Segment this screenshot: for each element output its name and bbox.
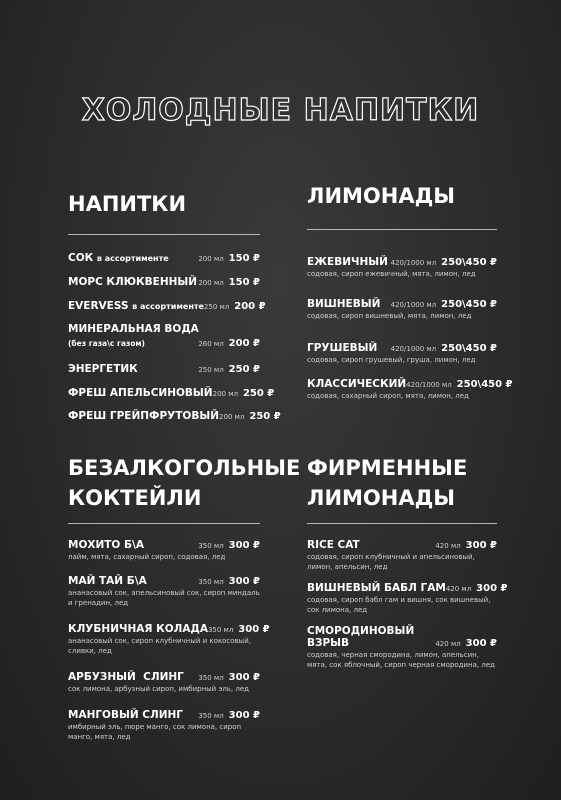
item-name: ВИШНЕВЫЙ БАБЛ ГАМ [307, 582, 446, 594]
item-name-line2: ВЗРЫВ [307, 637, 350, 649]
item-volume: 250 мл [203, 303, 230, 311]
item-name: ГРУШЕВЫЙ [307, 342, 378, 354]
item-name: ФРЕШ АПЕЛЬСИНОВЫЙ [68, 387, 213, 399]
section-divider [68, 523, 260, 524]
item-description: ананасовый сок, сироп клубничный и кокосовый, сливки, лед [68, 637, 251, 655]
item-volume: 250 мл [198, 366, 224, 374]
item-name: МОРС КЛЮКВЕННЫЙ [68, 276, 198, 288]
item-description: содовая, сироп бабл гам и вишня, сок вишневый, сок лимона, лед [307, 596, 491, 614]
item-description: сок лимона, арбузный сироп, имбирный эль, лед [68, 685, 249, 693]
section-divider [307, 523, 497, 524]
item-volume: 420/1000 мл [406, 381, 452, 389]
menu-item-pear [307, 342, 497, 365]
item-description: содовая, черная смородина, лимон, апельсин, мята, сок яблочный, сироп черная смородина, лед [307, 651, 495, 669]
section-divider [68, 234, 260, 235]
item-volume: 350 мл [198, 542, 224, 550]
item-volume: 200 мл [219, 413, 245, 421]
section-title-signature-line1: ФИРМЕННЫЕ [307, 456, 468, 480]
item-price: 150 ₽ [228, 277, 260, 288]
item-price: 300 ₽ [465, 540, 497, 551]
item-name: ФРЕШ ГРЕЙПФРУТОВЫЙ [68, 410, 220, 422]
item-volume: 420/1000 мл [390, 345, 437, 353]
section-title-drinks: НАПИТКИ [68, 192, 187, 216]
item-description: содовая, сироп вишневый, мята, лимон, лед [307, 312, 472, 320]
item-price: 300 ₽ [228, 672, 260, 683]
item-price: 250 ₽ [249, 411, 281, 422]
menu-item-evervess [68, 300, 266, 312]
item-description: содовая, сироп грушевый, груша, лимон, лед [307, 356, 476, 364]
item-volume: 420 мл [445, 585, 472, 593]
item-description: содовая, сироп клубничный и апельсиновый, лимон, апельсин, лед [307, 553, 475, 571]
item-price: 250\450 ₽ [441, 257, 497, 268]
item-volume: 420/1000 мл [390, 301, 437, 309]
item-name: КЛАССИЧЕСКИЙ [307, 378, 407, 390]
item-price: 250 ₽ [228, 364, 260, 375]
section-title-lemonades: ЛИМОНАДЫ [307, 184, 456, 208]
item-name: МОХИТО Б\А [68, 539, 144, 551]
menu-item-mai-tai [68, 575, 260, 608]
menu-item-energy [68, 363, 260, 375]
item-note: в ассортименте [132, 302, 204, 311]
item-name: МИНЕРАЛЬНАЯ ВОДА [68, 323, 199, 335]
item-name: RICE CAT [307, 539, 360, 551]
item-name: ЕЖЕВИЧНЫЙ [307, 256, 388, 268]
item-price: 300 ₽ [238, 624, 270, 635]
item-description: лайм, мята, сахарный сироп, содовая, лед [68, 553, 226, 561]
menu-item-mors [68, 276, 260, 288]
item-volume: 200 мл [198, 279, 224, 287]
menu-item-blackberry [307, 256, 497, 279]
item-description: имбирный эль, пюре манго, сок лимона, сироп манго, мята, лед [68, 723, 242, 741]
item-name: EVERVESS [68, 300, 129, 312]
item-price: 200 ₽ [228, 338, 260, 349]
item-name: СМОРОДИНОВЫЙ [307, 625, 415, 637]
menu-item-rice-cat [307, 539, 497, 572]
item-name: МАЙ ТАЙ Б\А [68, 575, 147, 587]
item-price: 250\450 ₽ [456, 379, 513, 390]
item-price: 300 ₽ [228, 576, 260, 587]
item-price: 150 ₽ [228, 253, 260, 264]
item-description: содовая, сахарный сироп, мята, лимон, лед [307, 392, 469, 400]
item-volume: 200 мл [212, 390, 238, 398]
item-volume: 420/1000 мл [390, 259, 437, 267]
menu-item-grapefruit-fresh [68, 410, 281, 422]
menu-item-mango-sling [68, 709, 260, 742]
section-title-cocktails-line1: БЕЗАЛКОГОЛЬНЫЕ [68, 456, 301, 480]
item-volume: 420 мл [435, 640, 461, 648]
section-cocktails [68, 453, 301, 748]
item-volume: 350 мл [198, 674, 224, 682]
menu-item-strawberry-colada [68, 623, 270, 656]
section-drinks [68, 189, 281, 429]
item-volume: 200 мл [198, 255, 224, 263]
menu-item-juice [68, 252, 260, 264]
item-name: МАНГОВЫЙ СЛИНГ [68, 709, 183, 721]
menu-item-mojito [68, 539, 260, 562]
section-title-signature-line2: ЛИМОНАДЫ [307, 486, 456, 510]
page-title: ХОЛОДНЫЕ НАПИТКИ [81, 93, 480, 128]
item-volume: 350 мл [198, 712, 224, 720]
item-note: в ассортименте [96, 254, 169, 263]
item-volume: 350 мл [198, 578, 224, 586]
section-divider [307, 229, 497, 230]
menu-item-currant-blast [307, 625, 497, 670]
menu-item-mineral-water [68, 323, 260, 349]
item-name: СОК [68, 252, 94, 264]
item-name: КЛУБНИЧНАЯ КОЛАДА [68, 623, 208, 635]
item-name: ЭНЕРГЕТИК [68, 363, 138, 375]
item-volume: 260 мл [198, 340, 224, 348]
item-price: 250\450 ₽ [441, 343, 497, 354]
item-price: 250\450 ₽ [441, 299, 497, 310]
item-price: 200 ₽ [234, 301, 266, 312]
item-note: (без газа\с газом) [68, 339, 145, 348]
item-price: 300 ₽ [228, 710, 260, 721]
item-name: АРБУЗНЫЙ СЛИНГ [68, 671, 184, 683]
item-name: ВИШНЕВЫЙ [307, 298, 381, 310]
section-title-cocktails-line2: КОКТЕЙЛИ [68, 486, 202, 510]
menu-item-orange-fresh [68, 387, 275, 399]
item-volume: 350 мл [207, 626, 234, 634]
menu-item-watermelon-sling [68, 671, 260, 694]
menu-item-cherry-bubble-gum [307, 582, 508, 615]
item-price: 250 ₽ [242, 388, 275, 399]
item-price: 300 ₽ [228, 540, 260, 551]
menu-item-cherry [307, 298, 497, 321]
item-volume: 420 мл [435, 542, 461, 550]
item-price: 300 ₽ [465, 638, 497, 649]
menu-item-classic [307, 378, 513, 401]
item-price: 300 ₽ [476, 583, 508, 594]
item-description: ананасовый сок, апельсиновый сок, сироп миндаль и гренадин, лед [68, 589, 260, 607]
item-description: содовая, сироп ежевичный, мята, лимон, лед [307, 270, 476, 278]
section-signature [307, 453, 508, 693]
section-lemonades [307, 181, 513, 411]
